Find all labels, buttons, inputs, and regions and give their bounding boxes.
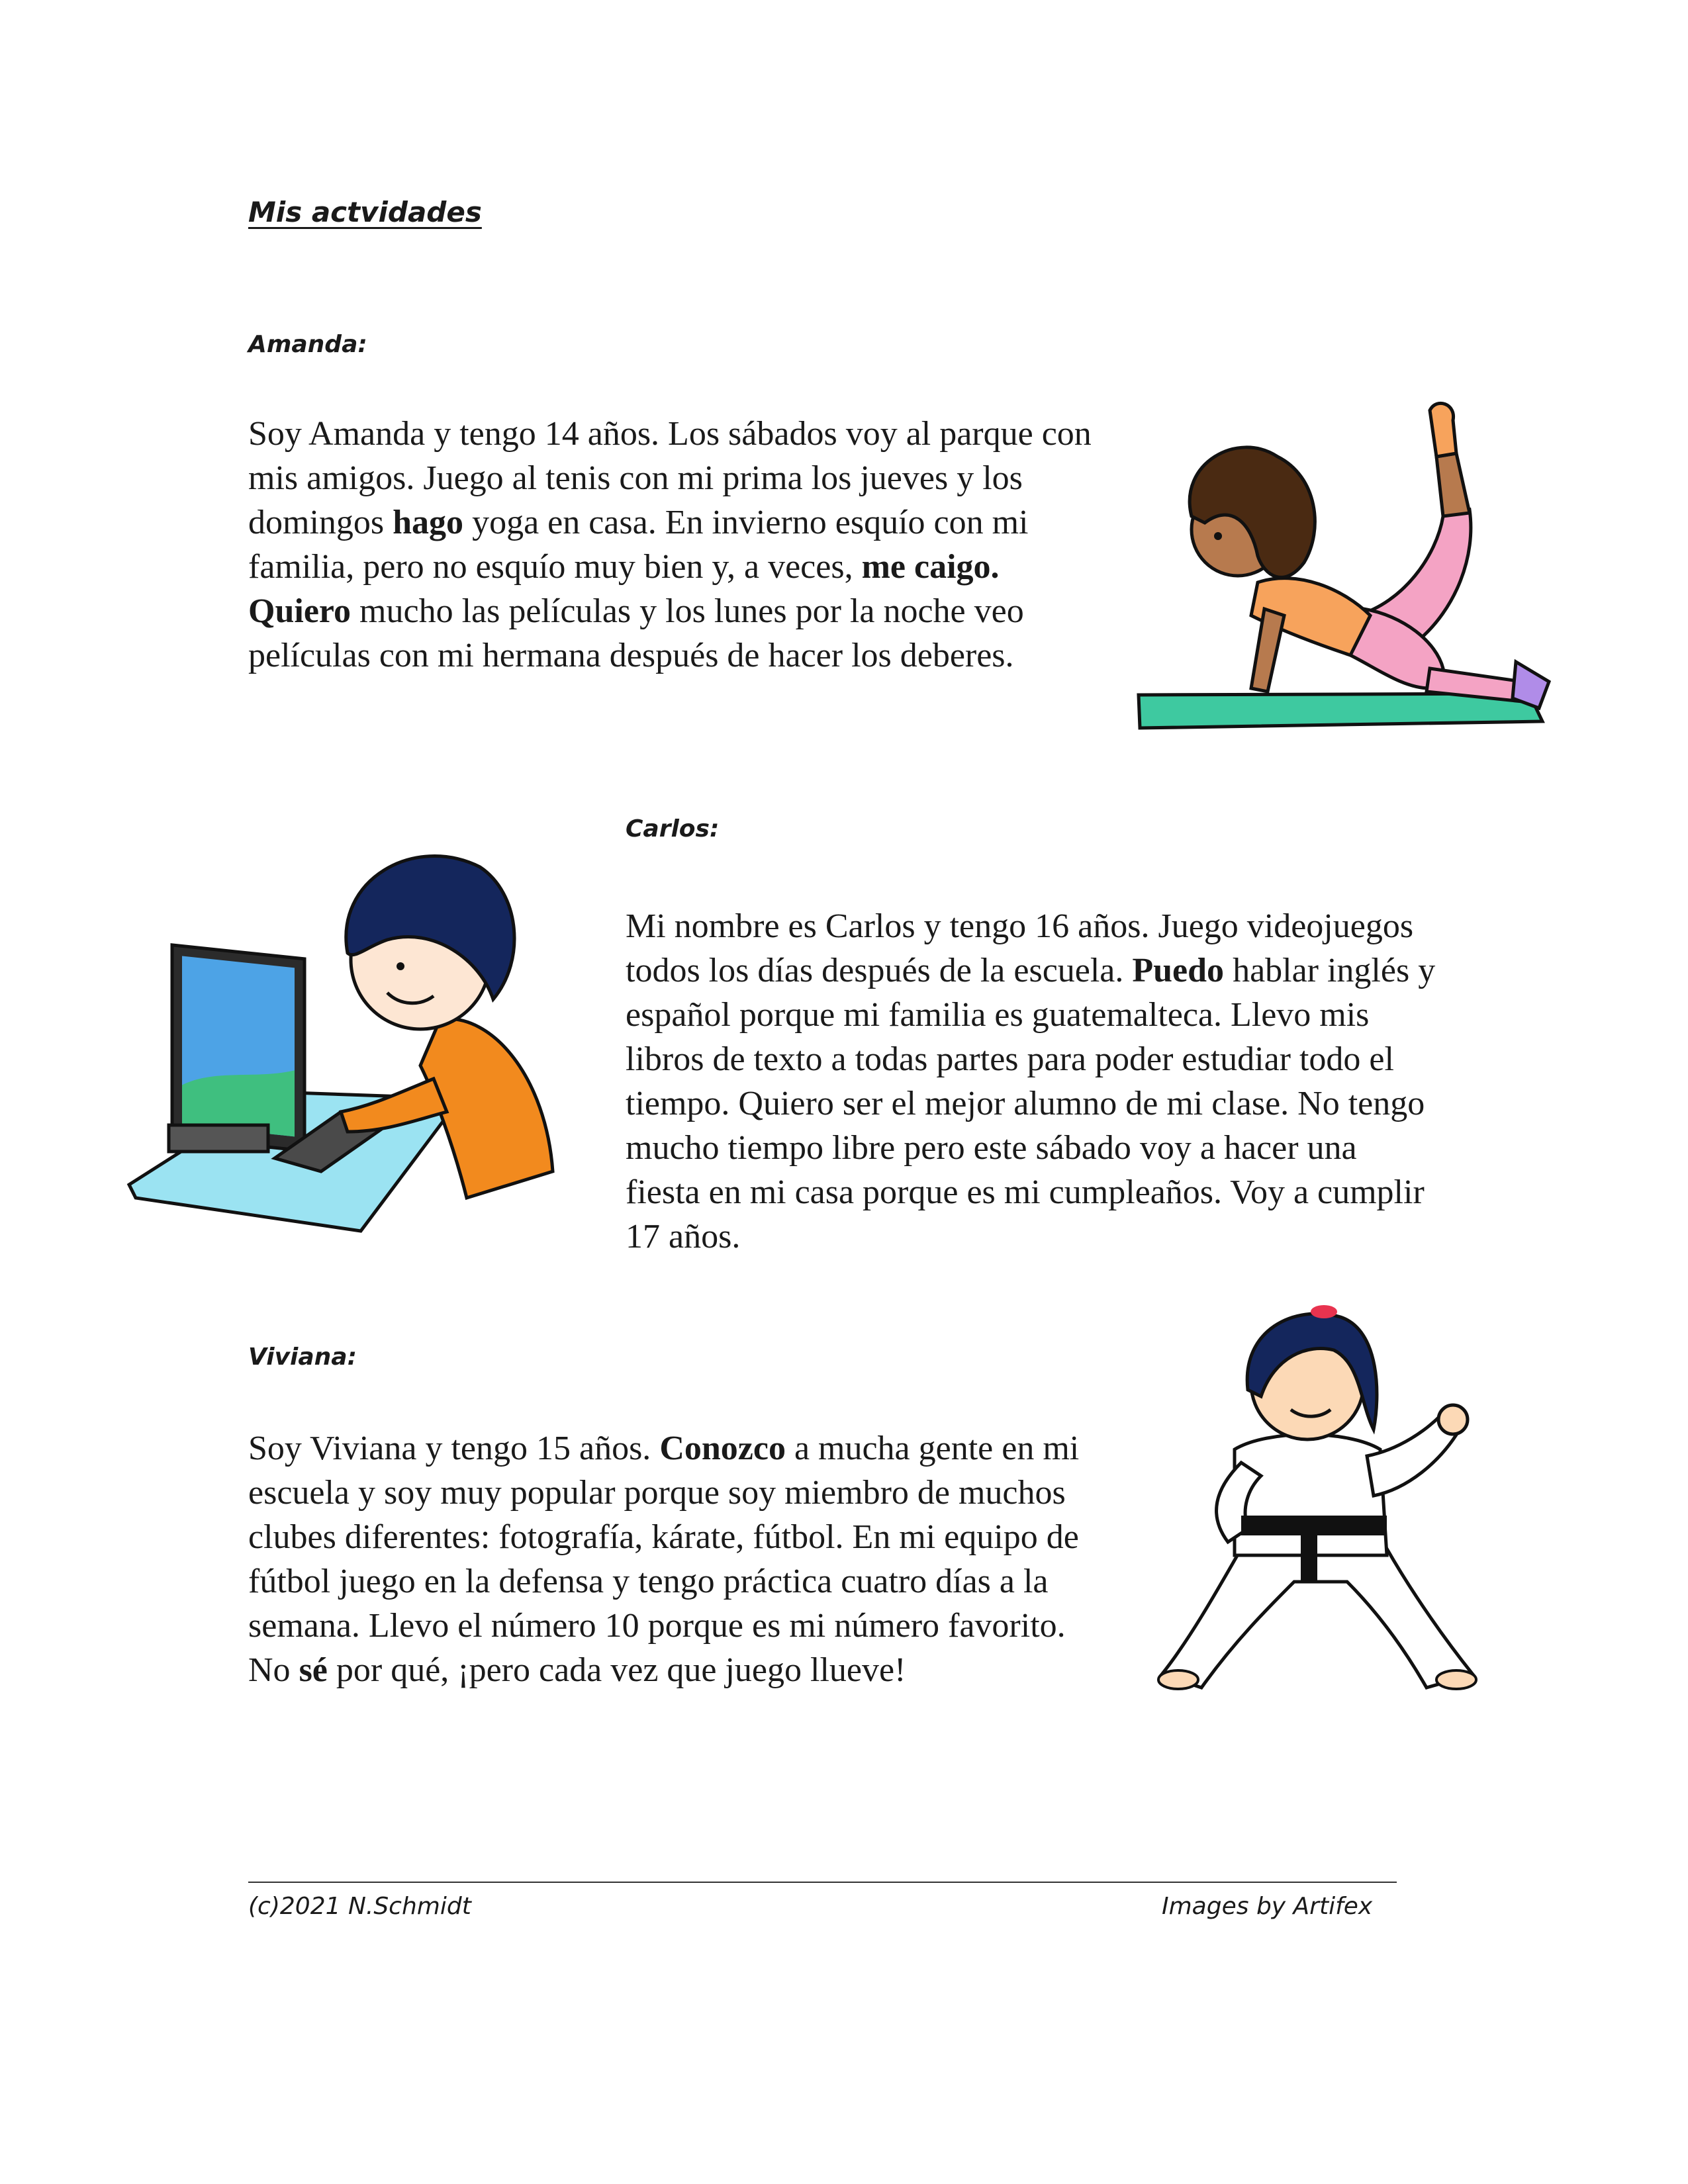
text-run: por qué, ¡pero cada vez que juego llueve! bbox=[327, 1651, 906, 1689]
text-run: Soy Viviana y tengo 15 años. bbox=[248, 1430, 660, 1467]
foot-right bbox=[1436, 1670, 1476, 1689]
monitor-base bbox=[169, 1125, 268, 1152]
footer-credit: Images by Artifex bbox=[1162, 1893, 1373, 1920]
footer-rule bbox=[248, 1882, 1397, 1883]
raised-leg bbox=[1436, 453, 1470, 516]
bold-word: sé bbox=[299, 1651, 328, 1689]
text-run: mucho las películas y los lunes por la noche veo películas con mi hermana después de hacer los deberes. bbox=[248, 592, 1024, 674]
bold-word: hago bbox=[393, 504, 464, 541]
karate-girl-illustration bbox=[1149, 1297, 1493, 1707]
amanda-heading: Amanda: bbox=[248, 331, 367, 358]
carlos-heading: Carlos: bbox=[626, 815, 720, 842]
viviana-paragraph bbox=[248, 1426, 1102, 1692]
amanda-paragraph bbox=[248, 412, 1102, 678]
boy-eye bbox=[397, 962, 404, 970]
foot-left bbox=[1158, 1670, 1198, 1689]
bold-word: me caigo. Quiero bbox=[248, 548, 1000, 630]
fist bbox=[1438, 1405, 1468, 1434]
text-run: Mi nombre es Carlos y tengo 16 años. Juego videojuegos todos los días después de la escuela. bbox=[626, 907, 1414, 989]
carlos-paragraph bbox=[626, 904, 1440, 1259]
hair-tie bbox=[1311, 1305, 1337, 1318]
text-run: a mucha gente en mi escuela y soy muy popular porque soy miembro de muchos clubes diferentes: fotografía, kárate, fútbol. En mi equipo de fútbol juego en la defensa y tengo práctica cuatro días a la semana. Llevo el número 10 porque es mi número favorito. No bbox=[248, 1430, 1080, 1689]
text-run: yoga en casa. En invierno esquío con mi familia, pero no esquío muy bien y, a veces, bbox=[248, 504, 1029, 586]
text-run: hablar inglés y español porque mi familia es guatemalteca. Llevo mis libros de texto a todas partes para poder estudiar todo el tiempo. Quiero ser el mejor alumno de mi clase. No tengo mucho tiempo libre pero este sábado voy a hacer una fiesta en mi casa porque es mi cumpleaños. Voy a cumplir 17 años. bbox=[626, 952, 1436, 1255]
belt-tail bbox=[1301, 1532, 1317, 1582]
page-title: Mis actvidades bbox=[248, 196, 482, 228]
viviana-heading: Viviana: bbox=[248, 1343, 357, 1371]
arm bbox=[1251, 609, 1284, 692]
gamer-boy-illustration bbox=[122, 827, 586, 1238]
bold-word: Puedo bbox=[1132, 952, 1225, 989]
shoe-top bbox=[1430, 403, 1456, 457]
footer-copyright: (c)2021 N.Schmidt bbox=[248, 1893, 471, 1920]
text-run: Soy Amanda y tengo 14 años. Los sábados voy al parque con mis amigos. Juego al tenis con mi prima los jueves y los domingos bbox=[248, 415, 1092, 541]
yoga-girl-illustration bbox=[1125, 390, 1575, 741]
shoe-back bbox=[1513, 662, 1549, 708]
eye bbox=[1214, 532, 1222, 540]
bold-word: Conozco bbox=[659, 1430, 786, 1467]
